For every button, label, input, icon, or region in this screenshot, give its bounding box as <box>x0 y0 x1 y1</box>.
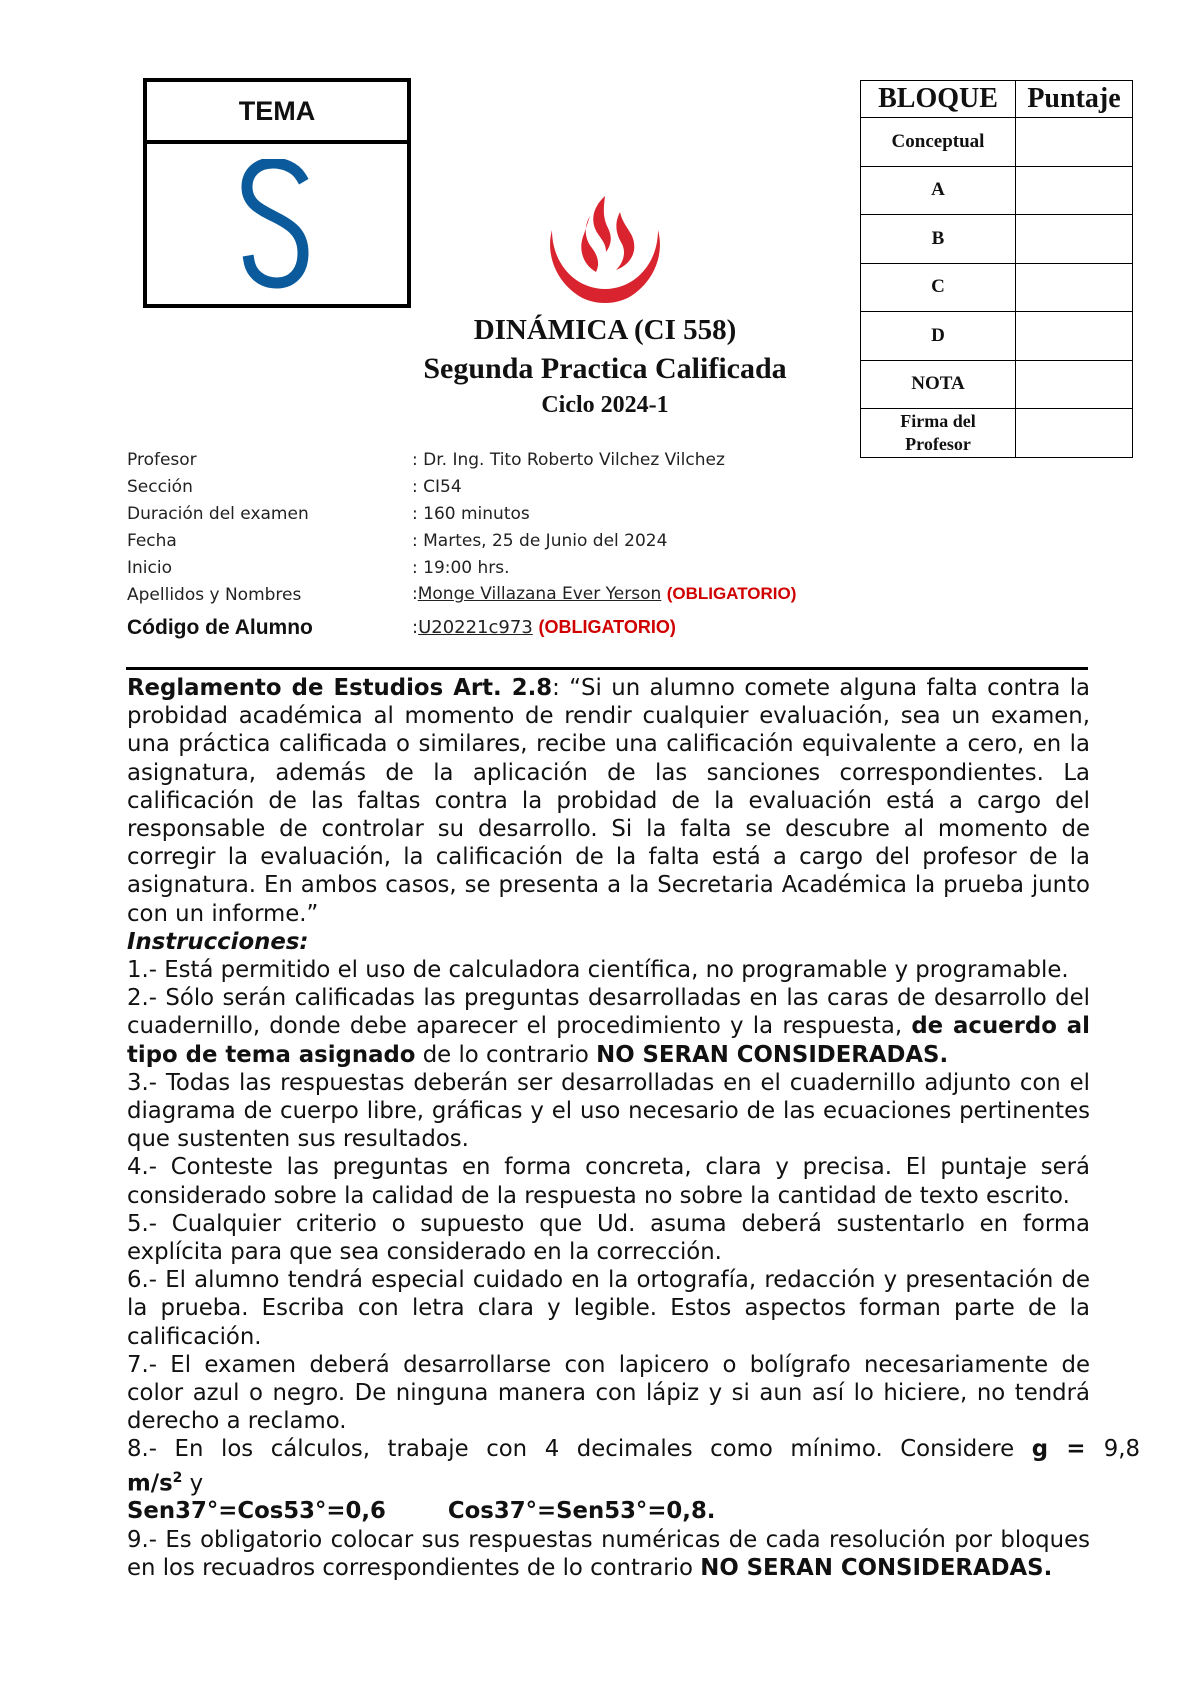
fecha-value: : Martes, 25 de Junio del 2024 <box>412 531 668 551</box>
instruccion-8-unit-line <box>127 1464 1090 1498</box>
instrucciones-heading: Instrucciones: <box>127 928 309 955</box>
instruccion-3: 3.- Todas las respuestas deberán ser desarrolladas en el cuadernillo adjunto con el diagrama de cuerpo libre, gráficas y el uso necesario de las ecuaciones pertinentes que sustenten sus resultados. <box>127 1069 1090 1153</box>
codigo-label: Código de Alumno <box>127 616 313 639</box>
reglamento-text: : “Si un alumno comete alguna falta contra la probidad académica al momento de rendir cualquier evaluación, sea un examen, una práctica calificada o similares, recibe una calificación equivalente a cero, en la asignatura, además de la aplicación de las sanciones correspondientes. La calificación de las faltas contra la probidad de la evaluación está a cargo del responsable de controlar su desarrollo. Si la falta se descubre al momento de corregir la evaluación, la calificación de la falta está a cargo del profesor de la asignatura. En ambos casos, se presenta a la Secretaria Académica la prueba junto con un informe.” <box>127 675 1090 927</box>
reglamento-lead: Reglamento de Estudios Art. 2.8 <box>127 675 553 701</box>
gravity-and: y <box>182 1470 204 1497</box>
codigo-value[interactable]: U20221c973 <box>418 617 533 638</box>
instruccion-7: 7.- El examen deberá desarrollarse con lapicero o bolígrafo necesariamente de color azul o negro. De ninguna manera con lápiz y si aun así lo hiciere, no tendrá derecho a reclamo. <box>127 1351 1090 1435</box>
profesor-value: : Dr. Ing. Tito Roberto Vilchez Vilchez <box>412 450 725 470</box>
cycle-label: Ciclo 2024-1 <box>541 392 669 418</box>
gravity-value: 9,8 <box>1103 1436 1140 1463</box>
tema-label: TEMA <box>147 82 407 144</box>
score-row-label: Conceptual <box>861 118 1016 167</box>
instruccion-2 <box>127 984 1090 1069</box>
instruccion-6: 6.- El alumno tendrá especial cuidado en la ortografía, redacción y presentación de la prueba. Escriba con letra clara y legible. Estos aspectos forman parte de la calificación. <box>127 1267 1090 1350</box>
nombres-colon: : <box>412 584 418 604</box>
score-cell[interactable] <box>1016 215 1133 264</box>
instruccion-9-warning: NO SERAN CONSIDERADAS. <box>700 1554 1053 1581</box>
instruccion-9 <box>127 1526 1090 1582</box>
instruccion-2-bold: de acuerdo al tipo de tema asignado <box>127 1013 1090 1068</box>
reglamento-paragraph <box>127 674 1090 928</box>
firma-line-1: Firma del <box>900 410 976 431</box>
score-cell[interactable] <box>1016 118 1133 167</box>
instruccion-2-text: 2.- Sólo serán calificadas las preguntas desarrolladas en las caras de desarrollo del cuadernillo, donde debe aparecer el procedimiento y la respuesta, <box>127 985 1090 1040</box>
course-title: DINÁMICA (CI 558) <box>473 314 737 346</box>
instruccion-8-text: 8.- En los cálculos, trabaje con 4 decimales como mínimo. Considere <box>127 1436 1032 1463</box>
tema-box <box>143 78 411 308</box>
score-cell[interactable] <box>1016 312 1133 361</box>
score-header-puntaje: Puntaje <box>1016 81 1133 118</box>
profesor-label: Profesor <box>127 450 197 470</box>
instruccion-8-trig <box>127 1497 1090 1525</box>
tema-letter <box>147 144 407 304</box>
codigo-colon: : <box>412 617 419 638</box>
firma-line-2: Profesor <box>905 433 971 454</box>
score-table <box>860 80 1133 458</box>
nombres-label: Apellidos y Nombres <box>127 585 302 605</box>
score-cell[interactable] <box>1016 166 1133 215</box>
fecha-label: Fecha <box>127 531 177 551</box>
instruccion-9-text: 9.- Es obligatorio colocar sus respuestas numéricas de cada resolución por bloques en los recuadros correspondientes de lo contrario <box>127 1526 1090 1581</box>
nombres-obligatorio: (OBLIGATORIO) <box>666 584 797 603</box>
score-header-bloque: BLOQUE <box>861 81 1016 118</box>
score-row-label: NOTA <box>861 360 1016 409</box>
instruccion-2-text-b: de lo contrario <box>415 1041 597 1068</box>
duracion-label: Duración del examen <box>127 504 309 524</box>
seccion-value: : CI54 <box>412 477 462 497</box>
gravity-unit-exp: 2 <box>172 1469 183 1486</box>
instruccion-5: 5.- Cualquier criterio o supuesto que Ud. asuma deberá sustentarlo en forma explícita para que sea considerado en la corrección. <box>127 1210 1090 1266</box>
firma-cell[interactable] <box>1016 409 1133 458</box>
codigo-obligatorio: (OBLIGATORIO) <box>538 617 676 637</box>
score-cell[interactable] <box>1016 263 1133 312</box>
score-row-label: D <box>861 312 1016 361</box>
exam-title: Segunda Practica Calificada <box>423 352 787 385</box>
section-divider <box>126 667 1088 670</box>
inicio-value: : 19:00 hrs. <box>412 558 510 578</box>
gravity-unit: m/s <box>127 1470 173 1497</box>
instruccion-4: 4.- Conteste las preguntas en forma concreta, clara y precisa. El puntaje será considerado sobre la calidad de la respuesta no sobre la cantidad de texto escrito. <box>127 1154 1090 1209</box>
instruccion-2-warning: NO SERAN CONSIDERADAS. <box>596 1041 949 1068</box>
exam-body <box>127 674 1140 1582</box>
score-cell[interactable] <box>1016 360 1133 409</box>
codigo-row <box>412 617 676 638</box>
university-logo <box>540 190 670 308</box>
nombres-value[interactable]: Monge Villazana Ever Yerson <box>417 584 662 604</box>
score-row-label: B <box>861 215 1016 264</box>
instruccion-8 <box>127 1435 1140 1463</box>
tema-s-glyph <box>237 159 317 289</box>
instruccion-1: 1.- Está permitido el uso de calculadora científica, no programable y programable. <box>127 957 1069 984</box>
score-row-label: C <box>861 263 1016 312</box>
trig-value-1: Sen37°=Cos53°=0,6 <box>127 1498 386 1525</box>
gravity-symbol: g = <box>1031 1436 1104 1463</box>
firma-label <box>861 409 1016 458</box>
inicio-label: Inicio <box>127 558 172 578</box>
trig-value-2: Cos37°=Sen53°=0,8. <box>447 1498 716 1525</box>
nombres-row <box>412 584 796 604</box>
seccion-label: Sección <box>127 477 193 497</box>
score-row-label: A <box>861 166 1016 215</box>
duracion-value: : 160 minutos <box>412 504 530 524</box>
